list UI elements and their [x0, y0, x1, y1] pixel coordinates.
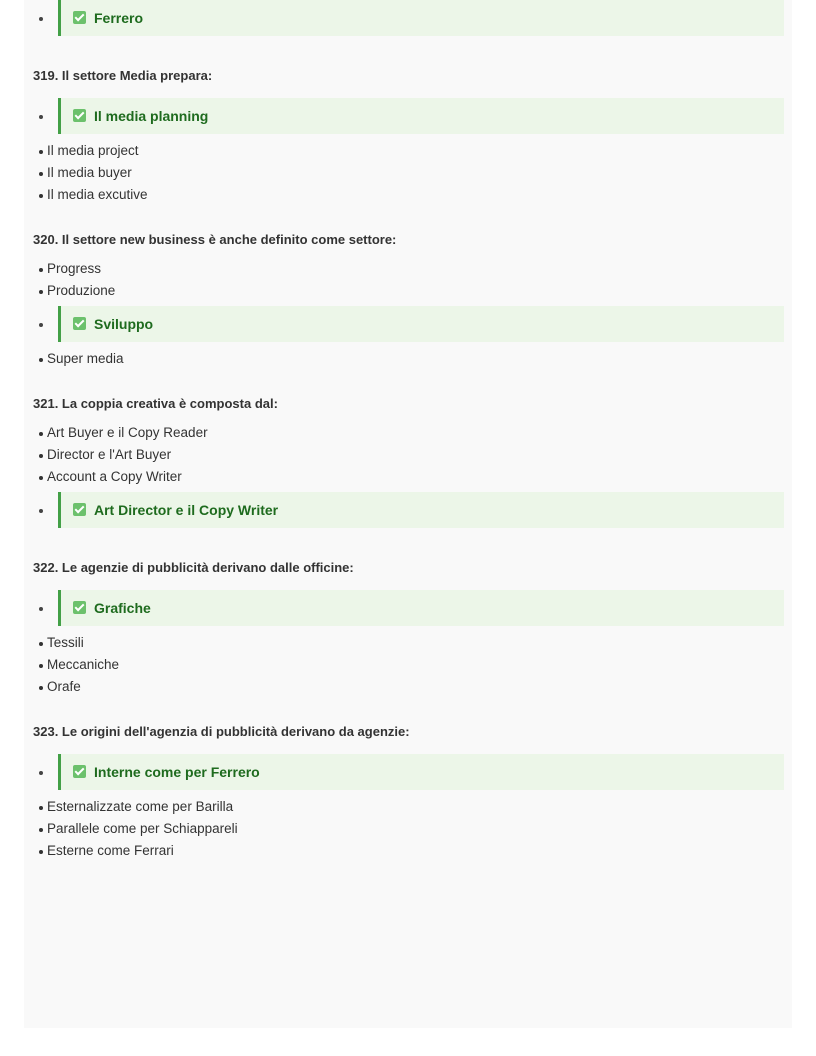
correct-answer-box	[58, 754, 784, 790]
question-title: 321. La coppia creativa è composta dal:	[33, 396, 278, 411]
option-item: Parallele come per Schiappareli	[33, 822, 784, 836]
option-item: Progress	[33, 262, 784, 276]
option-item: Orafe	[33, 680, 784, 694]
options-list	[33, 426, 784, 528]
option-item: Account a Copy Writer	[33, 470, 784, 484]
option-item-correct	[33, 98, 784, 134]
options-list	[33, 590, 784, 694]
options-list	[33, 754, 784, 858]
option-text: Ferrero	[94, 10, 144, 26]
question-block	[33, 702, 784, 858]
option-item: Il media excutive	[33, 188, 784, 202]
question-title: 322. Le agenzie di pubblicità derivano dalle officine:	[33, 560, 354, 575]
option-item-correct	[33, 492, 784, 528]
option-item: Produzione	[33, 284, 784, 298]
check-square-icon	[73, 601, 86, 614]
question-block	[33, 210, 784, 366]
check-square-icon	[73, 11, 86, 24]
option-text: Art Director e il Copy Writer	[94, 502, 279, 518]
option-item: Il media buyer	[33, 166, 784, 180]
check-square-icon	[73, 503, 86, 516]
options-list	[33, 98, 784, 202]
option-item: Meccaniche	[33, 658, 784, 672]
correct-answer-box	[58, 590, 784, 626]
options-list	[33, 262, 784, 366]
question-block	[33, 374, 784, 528]
question-title: 320. Il settore new business è anche definito come settore:	[33, 232, 397, 247]
option-text: Grafiche	[94, 600, 151, 616]
check-square-icon	[73, 765, 86, 778]
question-block	[33, 46, 784, 202]
option-item: Art Buyer e il Copy Reader	[33, 426, 784, 440]
option-item: Tessili	[33, 636, 784, 650]
quiz-page	[24, 0, 792, 1028]
continued-options-list	[33, 0, 784, 36]
check-square-icon	[73, 109, 86, 122]
correct-answer-box	[58, 0, 784, 36]
question-block	[33, 538, 784, 694]
option-item: Director e l'Art Buyer	[33, 448, 784, 462]
check-square-icon	[73, 317, 86, 330]
option-item-correct	[33, 0, 784, 36]
option-text: Interne come per Ferrero	[94, 764, 260, 780]
correct-answer-box	[58, 98, 784, 134]
correct-answer-box	[58, 306, 784, 342]
option-item-correct	[33, 590, 784, 626]
option-item: Super media	[33, 352, 784, 366]
option-text: Sviluppo	[94, 316, 154, 332]
option-text: Il media planning	[94, 108, 209, 124]
option-item: Esterne come Ferrari	[33, 844, 784, 858]
question-title: 323. Le origini dell'agenzia di pubblicità derivano da agenzie:	[33, 724, 410, 739]
option-item-correct	[33, 754, 784, 790]
option-item-correct	[33, 306, 784, 342]
option-item: Il media project	[33, 144, 784, 158]
correct-answer-box	[58, 492, 784, 528]
question-title: 319. Il settore Media prepara:	[33, 68, 213, 83]
option-item: Esternalizzate come per Barilla	[33, 800, 784, 814]
